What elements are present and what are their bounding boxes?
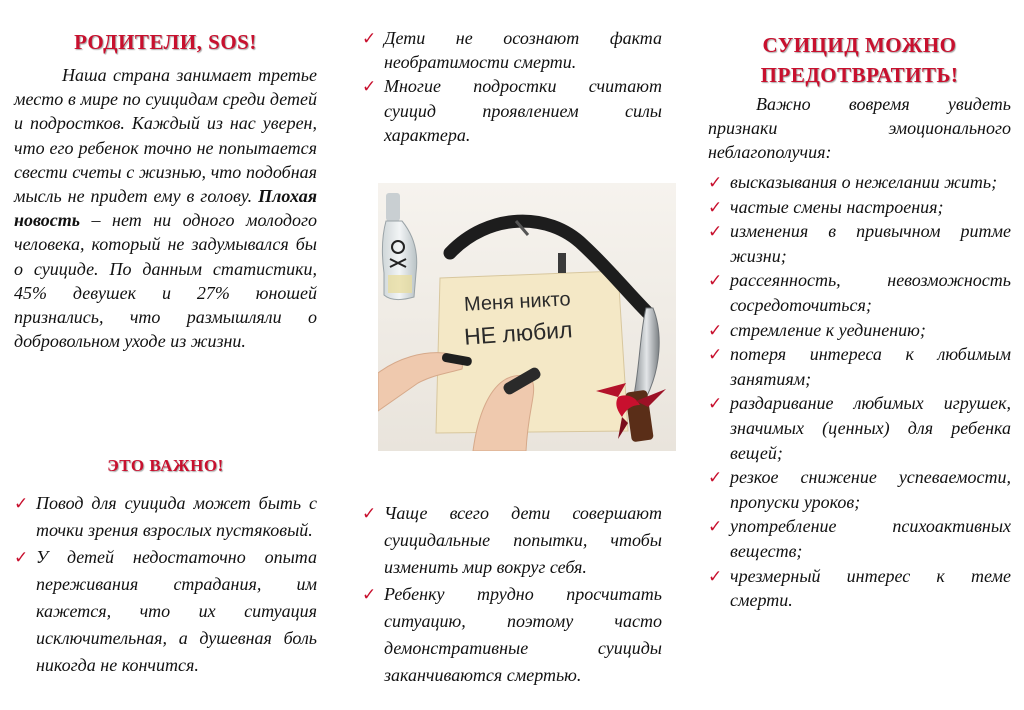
checkmark-icon: ✓ — [362, 29, 377, 49]
list-item — [708, 391, 1011, 465]
checkmark-icon: ✓ — [708, 320, 723, 341]
important-list — [14, 490, 317, 679]
list-item-text: потеря интереса к любимым занятиям; — [730, 344, 1011, 389]
list-item — [708, 564, 1011, 613]
list-item-text: высказывания о нежелании жить; — [730, 172, 998, 192]
list-item — [708, 170, 1011, 195]
list-item — [708, 514, 1011, 563]
list-item-text: Дети не осознают факта необратимости смерти. — [384, 28, 662, 73]
intro-text-b: – нет ни одного молодого человека, который не задумывался бы о суициде. По данным статистики, 45% девушек и 27% юношей признались, что размышляли о добровольном уходе из жизни. — [14, 210, 317, 352]
warning-signs-intro: Важно вовремя увидеть признаки эмоционального неблагополучия: — [708, 94, 1011, 163]
list-item-text: изменения в привычном ритме жизни; — [730, 221, 1011, 266]
intro-text-a: Наша страна занимает третье место в мире по суицидам среди детей и подростков. Каждый из нас уверен, что его ребенок точно не попытается свести счеты с жизнью, что подобная мысль не придет ему в голову. — [14, 65, 317, 207]
checkmark-icon: ✓ — [708, 394, 723, 415]
list-item — [14, 490, 317, 544]
list-item-text: стремление к уединению; — [730, 319, 926, 340]
facts-list-bottom — [362, 500, 662, 689]
checkmark-icon: ✓ — [708, 271, 723, 292]
checkmark-icon: ✓ — [708, 345, 723, 366]
list-item-text: употребление психоактивных веществ; — [730, 516, 1011, 561]
list-item — [708, 195, 1011, 220]
list-item — [14, 544, 317, 679]
list-item-text: резкое снижение успеваемости, пропуски уроков; — [730, 467, 1011, 512]
list-item-text: частые смены настроения; — [730, 196, 944, 217]
list-item-text: У детей недостаточно опыта переживания страдания, им кажется, что их ситуация исключительная, а душевная боль никогда не кончится. — [36, 547, 317, 675]
warning-signs-list — [708, 170, 1011, 613]
list-item-text: Многие подростки считают суицид проявлением силы характера. — [384, 76, 662, 145]
prevention-title — [708, 30, 1011, 90]
list-item — [708, 465, 1011, 514]
list-item — [708, 219, 1011, 268]
list-item-text: Повод для суицида может быть с точки зрения взрослых пустяковый. — [36, 493, 317, 540]
intro-bold-text: Плохая новость — [14, 186, 317, 231]
parents-sos-title: РОДИТЕЛИ, SOS! — [74, 30, 257, 54]
intro-paragraph — [14, 63, 317, 353]
prevention-title-line1: СУИЦИД МОЖНО — [762, 33, 957, 57]
photo-caption-line1: Меня никто — [463, 288, 572, 316]
important-title: ЭТО ВАЖНО! — [107, 456, 224, 475]
list-item — [362, 500, 662, 581]
checkmark-icon: ✓ — [708, 222, 723, 243]
checkmark-icon: ✓ — [14, 494, 29, 514]
list-item-text: рассеянность, невозможность сосредоточиться; — [730, 270, 1011, 315]
checkmark-icon: ✓ — [708, 197, 723, 218]
checkmark-icon: ✓ — [362, 585, 377, 605]
checkmark-icon: ✓ — [14, 548, 29, 568]
checkmark-icon: ✓ — [362, 77, 377, 98]
list-item — [708, 268, 1011, 317]
list-item-text: Ребенку трудно просчитать ситуацию, поэтому часто демонстративные суициды заканчиваются смертью. — [384, 584, 662, 685]
list-item — [708, 318, 1011, 343]
photo-caption-line2: НЕ любил — [463, 316, 574, 350]
list-item-text: Чаще всего дети совершают суицидальные попытки, чтобы изменить мир вокруг себя. — [384, 503, 662, 577]
list-item — [708, 342, 1011, 391]
prevention-title-line2: ПРЕДОТВРАТИТЬ! — [760, 63, 959, 87]
facts-list-top — [362, 26, 662, 147]
checkmark-icon: ✓ — [708, 517, 723, 538]
checkmark-icon: ✓ — [708, 173, 723, 193]
list-item — [362, 26, 662, 74]
list-item — [362, 581, 662, 689]
checkmark-icon: ✓ — [708, 468, 723, 489]
checkmark-icon: ✓ — [708, 566, 723, 587]
list-item-text: раздаривание любимых игрушек, значимых (ценных) для ребенка вещей; — [730, 393, 1011, 463]
checkmark-icon: ✓ — [362, 504, 377, 524]
list-item — [362, 74, 662, 147]
illustration-photo — [378, 183, 676, 451]
list-item-text: чрезмерный интерес к теме смерти. — [730, 565, 1011, 611]
